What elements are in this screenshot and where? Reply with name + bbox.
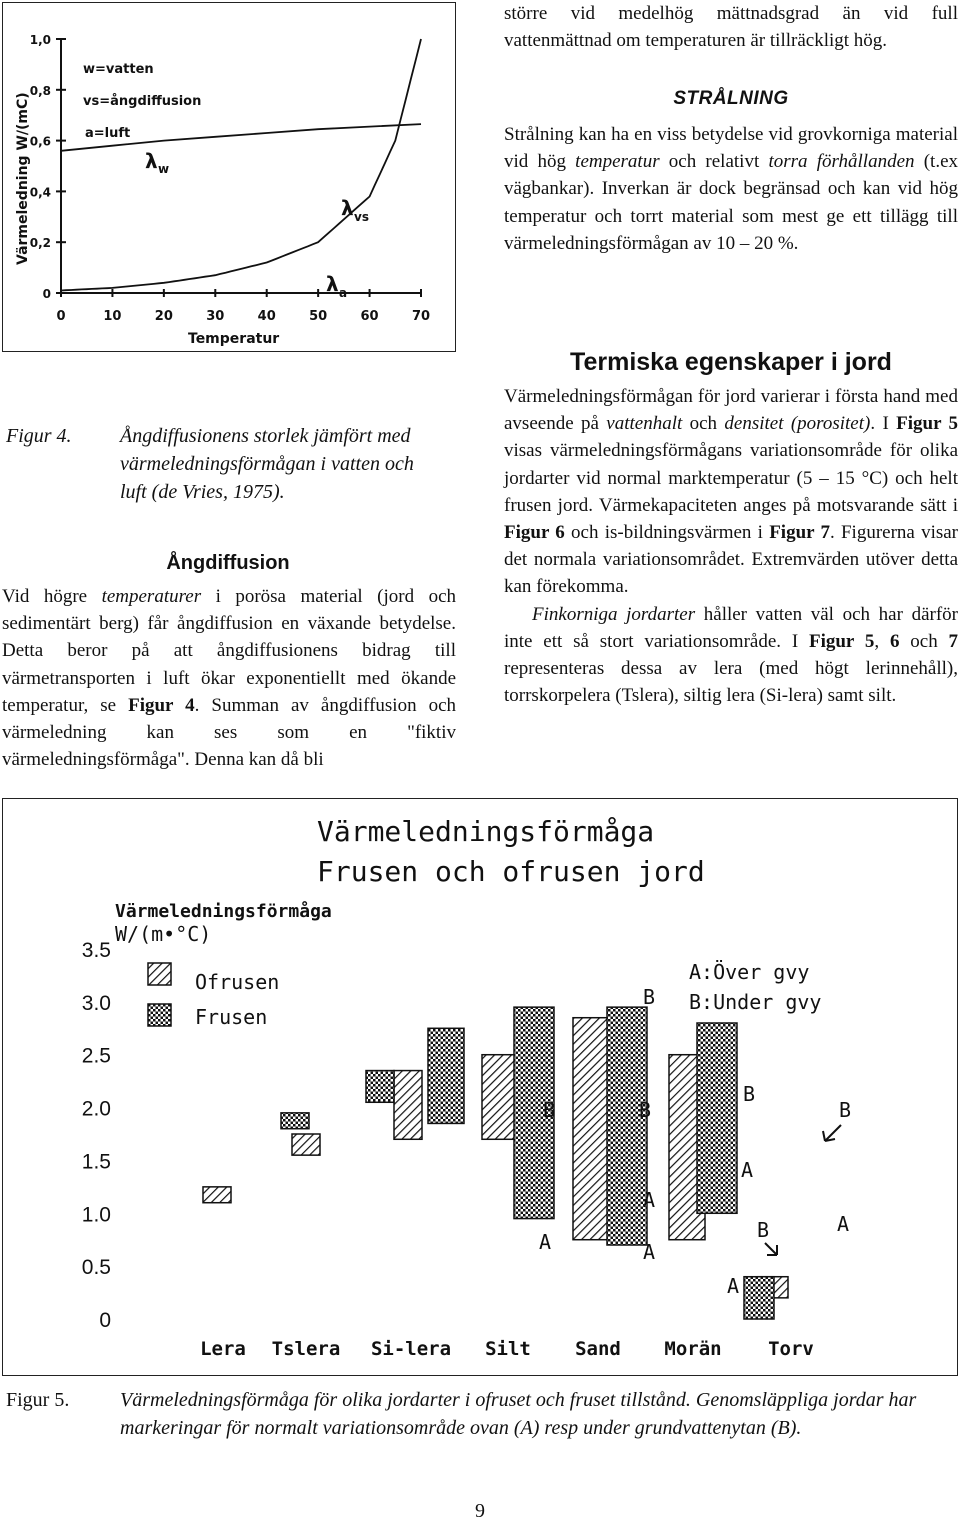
fig5-arrow-icon [765,1243,777,1255]
figure-5-box [2,798,958,1376]
fig4-xtick-label: 40 [257,309,276,324]
fig5-ytick-label: 2.5 [81,1044,111,1068]
fig4-ytick-label: 0 [42,287,51,301]
fig4-ytick-label: 0,8 [29,83,51,98]
fig5-marker-b: B [743,1082,756,1106]
fig4-legend-vapour: vs=ångdiffusion [83,94,202,109]
fig5-ytick-label: 3.5 [81,939,111,962]
fig5-marker-b: B [839,1098,852,1122]
fig5-bar-frozen [697,1023,737,1213]
fig5-legend-frozen: Frusen [195,1005,268,1029]
fig4-label-lambda-w [145,149,169,176]
fig5-category-label: Morän [664,1338,722,1360]
fig4-y-label: Värmeledning W/(mC) [15,92,31,265]
svg-text:λ: λ [341,196,354,220]
top-paragraph: större vid medelhög mättnadsgrad än vid full vattenmättnad om temperaturen är tillräckligt hög. [504,3,958,52]
fig5-bar-unfrozen [292,1134,320,1155]
fig5-marker-a: A [727,1274,740,1298]
fig5-marker-a: A [741,1158,754,1182]
fig4-xtick-label: 30 [206,309,225,324]
fig5-category-label: Si-lera [370,1338,452,1360]
fig5-marker-a: A [837,1212,850,1236]
fig5-bar-unfrozen [573,1018,609,1240]
angdiffusion-paragraph: Vid högre temperaturer i porösa material (jord och sedimentärt berg) får ångdiffusion en växande betydelse. Detta beror på att ångdiffusionens bidrag till värmetransporten i luft ökar exponentiellt med ökande temperatur, se Figur 4. Summan av ångdiffusion och värmeledning kan ses som en "fiktiv värmeledningsförmåga". Denna kan då bli [2,586,457,771]
fig5-category-label: Tslera [271,1338,341,1360]
fig5-arrow-icon [823,1125,841,1141]
fig5-y-title-line1: Värmeledningsförmåga [115,901,332,922]
fig5-marker-a: A [539,1230,552,1254]
figure-4-label: Figur 4. [6,425,72,447]
svg-text:λ: λ [326,272,339,296]
fig5-bar-frozen [366,1071,394,1103]
fig4-xtick-label: 20 [154,309,173,324]
fig5-note-a: A:Över gvy [689,960,810,984]
fig5-marker-b: B [757,1218,770,1242]
fig5-title-line2: Frusen och ofrusen jord [317,855,705,888]
figure-4-chart [3,3,455,351]
fig5-title-line1: Värmeledningsförmåga [317,815,655,848]
fig5-bar-frozen [281,1113,309,1129]
fig5-ytick-label: 0 [99,1309,111,1332]
angdiffusion-heading: Ångdiffusion [166,552,290,574]
fig5-bar-frozen [744,1277,774,1319]
termiska-paragraph: Värmeledningsförmågan för jord varierar i första hand med avseende på vattenhalt och densitet (porositet). I Figur 5 visas värmeledningsförmågans variationsområde för olika jordarter vid normal marktemperatur (5 – 15 °C) och helt frusen jord. Värmekapaciteten anges på motsvarande sätt i Figur 6 och is-bildningsvärmen i Figur 7. Figurerna visar det normala variationsområdet. Extremvärden utöver detta kan förekomma. Finkorniga jordarter håller vatten väl och har därför inte ett så stort variationsområde. I Figur 5, 6 och 7 representeras dessa av lera (med högt lerinnehåll), torrskorpelera (Tslera), siltig lera (Si-lera) samt silt. [504,386,959,707]
fig5-bar-unfrozen [394,1071,422,1140]
fig5-ytick-label: 0.5 [81,1256,111,1280]
fig5-bar-unfrozen [203,1187,231,1203]
svg-text:w: w [158,162,170,176]
fig4-legend-water: w=vatten [83,62,154,77]
svg-text:λ: λ [145,149,158,173]
fig5-marker-a: A [643,1240,656,1264]
fig5-ytick-label: 2.0 [81,1097,111,1121]
stralning-paragraph: Strålning kan ha en viss betydelse vid grovkorniga material vid hög temperatur och relativt torra förhållanden (t.ex vägbankar). Inverkan är dock begränsad och kan vid hög temperatur och torrt material som mest ge ett tillägg till värmeledningsförmågan av 10 – 20 %. [504,124,959,254]
fig5-category-label: Lera [200,1338,246,1360]
fig5-marker-b: B [639,1098,652,1122]
fig5-ytick-label: 3.0 [81,991,111,1015]
fig5-legend-unfrozen: Ofrusen [195,970,280,994]
fig4-xtick-label: 50 [309,309,328,324]
fig4-ytick-label: 0,6 [29,134,51,149]
fig5-legend-unfrozen-swatch [148,963,171,985]
fig5-marker-b: B [643,985,656,1009]
termiska-heading: Termiska egenskaper i jord [570,348,892,376]
stralning-heading: STRÅLNING [673,88,789,109]
fig5-y-title-line2: W/(m•°C) [115,922,212,946]
page-number: 9 [475,1500,485,1522]
fig4-legend-air: a=luft [85,126,131,141]
fig4-label-lambda-a [326,272,347,300]
fig5-category-label: Sand [575,1338,621,1360]
fig5-bar-frozen [428,1028,464,1123]
fig5-ytick-label: 1.5 [81,1150,111,1174]
figure-5-label: Figur 5. [6,1389,70,1411]
figure-4-box [2,2,456,352]
fig5-ytick-label: 1.0 [81,1203,111,1227]
fig5-marker-b: B [543,1098,556,1122]
fig5-marker-a: A [643,1188,656,1212]
svg-text:vs: vs [354,210,369,224]
figure-4-caption: Ångdiffusionens storlek jämfört med värmeledningsförmågan i vatten och luft (de Vries, 1975). [120,425,414,503]
fig5-legend-frozen-swatch [148,1004,171,1026]
fig4-xtick-label: 60 [360,309,379,324]
fig4-ytick-label: 0,4 [29,185,51,200]
fig5-note-b: B:Under gvy [689,990,822,1014]
fig4-xtick-label: 10 [103,309,122,324]
svg-text:a: a [339,286,348,300]
fig4-ytick-label: 0,2 [29,236,51,251]
fig5-category-label: Torv [768,1338,814,1360]
fig4-xtick-label: 70 [411,309,431,324]
figure-5-chart [3,799,957,1375]
figure-5-caption: Värmeledningsförmåga för olika jordarter i ofruset och fruset tillstånd. Genomsläppliga jordar har markeringar för normalt variationsområde ovan (A) resp under grundvattenytan (B). [120,1389,917,1439]
fig5-bar-unfrozen [482,1055,518,1140]
fig4-ytick-label: 1,0 [29,33,51,47]
fig4-x-label: Temperatur [188,331,280,347]
fig5-bar-frozen [607,1007,647,1245]
fig4-xtick-label: 0 [56,309,66,324]
fig5-category-label: Silt [485,1338,531,1360]
